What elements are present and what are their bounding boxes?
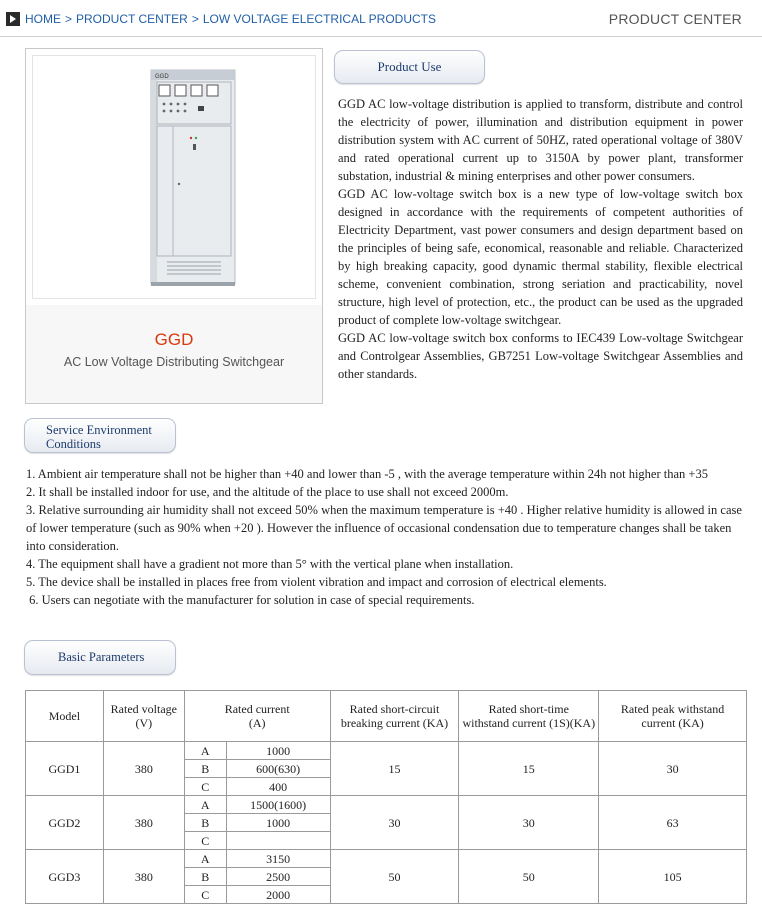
product-description: AC Low Voltage Distributing Switchgear: [63, 355, 285, 369]
breadcrumb-low-voltage-link[interactable]: LOW VOLTAGE ELECTRICAL PRODUCTS: [202, 12, 436, 26]
cell-model: GGD2: [26, 796, 104, 850]
cell-current: 1500(1600): [226, 796, 330, 814]
breadcrumb-product-center-link[interactable]: PRODUCT CENTER: [76, 12, 188, 26]
table-row: [26, 850, 747, 868]
cabinet-label: GGD: [155, 74, 169, 80]
page-title: PRODUCT CENTER: [608, 11, 742, 27]
cell-withstand: 30: [459, 796, 599, 850]
cell-current: 400: [226, 778, 330, 796]
cell-breaking: 15: [330, 742, 459, 796]
tab-basic-parameters[interactable]: Basic Parameters: [24, 640, 176, 675]
list-item: 1. Ambient air temperature shall not be higher than +40 and lower than -5 , with the average temperature within 24h not higher than +35: [26, 467, 708, 481]
cell-grade: B: [184, 814, 226, 832]
table-header-row: [26, 691, 747, 742]
cell-current: 1000: [226, 814, 330, 832]
tab-service-environment[interactable]: [24, 418, 176, 453]
header-breaking: Rated short-circuit breaking current (KA): [330, 691, 459, 742]
product-use-paragraph: GGD AC low-voltage switch box conforms to IEC439 Low-voltage Switchgear and Controlgear Assemblies, GB7251 Low-voltage Switchgear Assemblies and other standards.: [338, 331, 743, 381]
cell-current: 600(630): [226, 760, 330, 778]
cell-grade: A: [184, 796, 226, 814]
cell-model: GGD3: [26, 850, 104, 904]
service-conditions-list: [26, 465, 748, 609]
product-image[interactable]: [32, 55, 316, 299]
cell-breaking: 50: [330, 850, 459, 904]
breadcrumb: [6, 10, 436, 28]
product-use-paragraph: GGD AC low-voltage switch box is a new type of low-voltage switch box designed in accordance with the requirements of competent authorities of Electricity Department, vast power consumers and design department based on the principles of being safe, economical, reasonable and reliable. Characterized by high breaking capacity, good dynamic thermal stability, flexible electrical scheme, convenient combination, strong seriation and practicability, novel structure, high level of protection, etc., the product can be used as the upgraded product of complete low-voltage switchgear.: [338, 187, 743, 327]
product-caption: [26, 305, 322, 403]
cell-grade: C: [184, 778, 226, 796]
cell-grade: A: [184, 850, 226, 868]
tab-label-line: Conditions: [46, 437, 101, 451]
switchgear-cabinet-image: [33, 56, 315, 298]
cell-grade: C: [184, 886, 226, 904]
list-item: 6. Users can negotiate with the manufacturer for solution in case of special requirements.: [26, 593, 475, 607]
arrow-right-icon: [6, 12, 20, 26]
cell-grade: B: [184, 760, 226, 778]
cell-withstand: 50: [459, 850, 599, 904]
cell-withstand: 15: [459, 742, 599, 796]
cell-grade: C: [184, 832, 226, 850]
list-item: 5. The device shall be installed in places free from violent vibration and impact and corrosion of electrical elements.: [26, 575, 607, 589]
cell-voltage: 380: [103, 742, 184, 796]
cell-grade: A: [184, 742, 226, 760]
cell-peak: 30: [599, 742, 747, 796]
cell-current: 3150: [226, 850, 330, 868]
header-model: Model: [26, 691, 104, 742]
product-card[interactable]: [25, 48, 323, 404]
tab-label-line: Service Environment: [46, 423, 152, 437]
product-use-text: [338, 95, 743, 383]
product-name[interactable]: GGD: [154, 330, 194, 349]
cell-peak: 63: [599, 796, 747, 850]
header-withstand: Rated short-time withstand current (1S)(KA): [459, 691, 599, 742]
table-row: [26, 742, 747, 760]
breadcrumb-separator: >: [191, 12, 199, 26]
table-row: [26, 796, 747, 814]
tab-product-use[interactable]: Product Use: [334, 50, 485, 84]
cell-model: GGD1: [26, 742, 104, 796]
header-current: Rated current (A): [184, 691, 330, 742]
list-item: 3. Relative surrounding air humidity shall not exceed 50% when the maximum temperature is +40 . Higher relative humidity is allowed in case of lower temperature (such as 90% when +20 ). However the influence of occasional condensation due to temperature changes shall be taken into consideration.: [26, 503, 742, 553]
parameters-table: [25, 690, 747, 904]
list-item: 2. It shall be installed indoor for use, and the altitude of the place to use shall not exceed 2000m.: [26, 485, 509, 499]
list-item: 4. The equipment shall have a gradient not more than 5° with the vertical plane when installation.: [26, 557, 514, 571]
breadcrumb-home-link[interactable]: HOME: [25, 12, 61, 26]
header-voltage: Rated voltage (V): [103, 691, 184, 742]
product-use-paragraph: GGD AC low-voltage distribution is applied to transform, distribute and control the electricity of power, illumination and distribution equipment in power distribution system with AC current of 50HZ, rated operational voltage of 380V and rated operational current up to 3150A by power plant, transformer substation, industrial & mining enterprises and other power consumers.: [338, 97, 743, 183]
cell-current: 2500: [226, 868, 330, 886]
header-peak: Rated peak withstand current (KA): [599, 691, 747, 742]
cell-grade: B: [184, 868, 226, 886]
cell-current: 2000: [226, 886, 330, 904]
breadcrumb-separator: >: [65, 12, 73, 26]
cell-voltage: 380: [103, 850, 184, 904]
cell-voltage: 380: [103, 796, 184, 850]
cell-peak: 105: [599, 850, 747, 904]
cell-current: 1000: [226, 742, 330, 760]
cell-breaking: 30: [330, 796, 459, 850]
cell-current: [226, 832, 330, 850]
header-divider: [0, 36, 762, 37]
